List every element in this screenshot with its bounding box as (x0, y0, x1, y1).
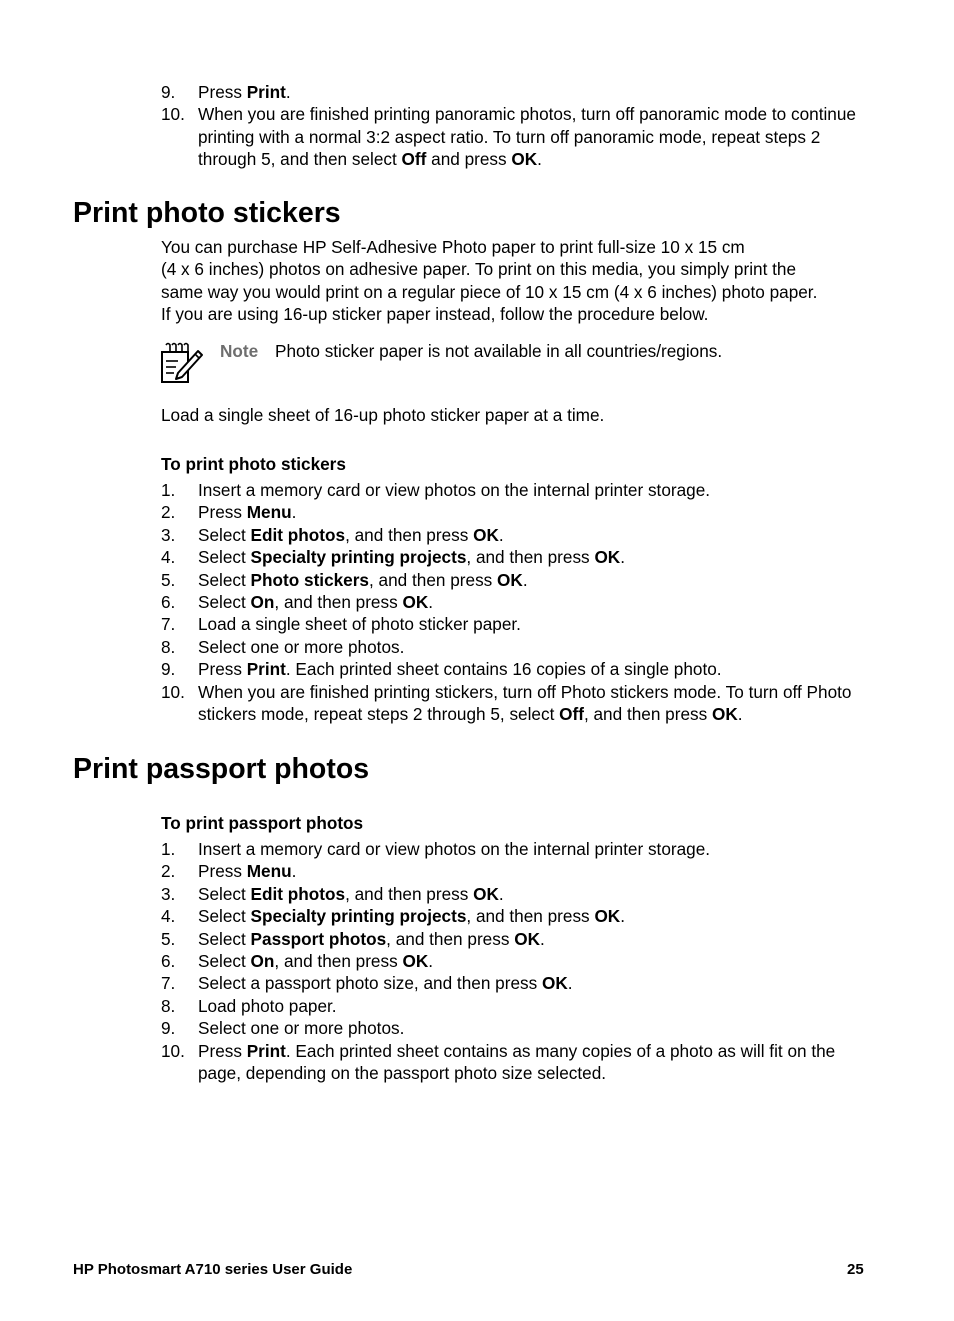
step-text: Select one or more photos. (198, 1018, 405, 1039)
step-text: , and then press (466, 906, 595, 927)
passport-steps-list (161, 838, 881, 1084)
ui-term: Print (246, 82, 286, 102)
step-text: . (428, 951, 434, 972)
step-text: . (537, 149, 542, 170)
step-item (161, 928, 881, 950)
step-text: . (620, 906, 625, 927)
section-heading-stickers: Print photo stickers (73, 197, 341, 229)
step-number: 3. (161, 883, 176, 904)
ui-term: Specialty printing projects (250, 547, 467, 568)
step-text: , and then press (583, 704, 712, 725)
step-number: 2. (161, 502, 176, 523)
sticker-steps-list (161, 479, 881, 725)
step-text: , and then press (345, 524, 474, 545)
step-item (161, 860, 881, 882)
procedure-title-passport: To print passport photos (161, 813, 364, 833)
ui-term: Off (401, 149, 427, 170)
step-item (161, 658, 881, 680)
step-text: Press (198, 1040, 247, 1061)
step-text: . (737, 704, 743, 725)
load-sheet-text: Load a single sheet of 16-up photo sticker paper at a time. (161, 405, 605, 425)
step-item (161, 681, 881, 726)
step-text: Insert a memory card or view photos on the internal printer storage. (198, 480, 711, 500)
step-text: , and then press (466, 547, 595, 568)
step-text: , and then press (274, 592, 403, 613)
step-item (161, 613, 881, 635)
step-item (161, 995, 881, 1017)
step-text: Insert a memory card or view photos on the internal printer storage. (198, 839, 711, 859)
footer-guide-title: HP Photosmart A710 series User Guide (73, 1261, 353, 1278)
step-item (161, 103, 881, 170)
ui-term: OK (497, 569, 523, 590)
procedure-title-stickers: To print photo stickers (161, 454, 346, 474)
step-text: Select (198, 928, 251, 949)
step-item (161, 1017, 881, 1039)
ui-term: OK (473, 883, 499, 904)
ui-term: OK (402, 951, 429, 972)
step-text: . (620, 547, 625, 568)
step-item (161, 950, 881, 972)
step-text: , and then press (345, 883, 474, 904)
step-text: . (428, 592, 434, 613)
step-item (161, 883, 881, 905)
step-text: . (291, 861, 297, 882)
step-text: . (539, 928, 545, 949)
note-text: Photo sticker paper is not available in all countries/regions. (275, 341, 723, 361)
ui-term: On (250, 592, 275, 613)
step-text: Select a passport photo size, and then press (198, 973, 542, 994)
ui-term: OK (511, 149, 538, 170)
step-text: Select (198, 906, 251, 927)
step-item (161, 905, 881, 927)
step-item (161, 636, 881, 658)
step-text: , and then press (386, 928, 515, 949)
step-number: 4. (161, 547, 176, 568)
step-item (161, 81, 881, 103)
ui-term: OK (473, 524, 499, 545)
step-number: 9. (161, 659, 176, 680)
step-text: Load a single sheet of photo sticker paper. (198, 614, 521, 635)
step-number: 2. (161, 861, 176, 882)
step-number: 5. (161, 928, 176, 949)
step-number: 10. (161, 104, 185, 125)
ui-term: Edit photos (250, 524, 346, 545)
step-text: Select (198, 569, 251, 590)
step-text: Select (198, 592, 251, 613)
stickers-intro-paragraph (161, 236, 876, 326)
step-number: 4. (161, 906, 176, 927)
ui-term: Print (246, 1040, 286, 1061)
intro-line: (4 x 6 inches) photos on adhesive paper. To print on this media, you simply print the (161, 259, 797, 280)
step-text: , and then press (274, 951, 403, 972)
step-number: 8. (161, 995, 176, 1016)
step-number: 1. (161, 480, 176, 500)
step-text: . (285, 82, 291, 102)
note-label: Note (220, 341, 259, 361)
ui-term: OK (594, 547, 621, 568)
step-item (161, 546, 881, 568)
step-text: , and then press (369, 569, 498, 590)
ui-term: Menu (246, 502, 292, 523)
ui-term: OK (402, 592, 429, 613)
ui-term: OK (712, 704, 738, 725)
ui-term: OK (514, 928, 540, 949)
step-number: 9. (161, 82, 176, 102)
step-text: Press (198, 659, 247, 680)
note-pad-icon (158, 341, 204, 387)
section-heading-passport: Print passport photos (73, 753, 370, 785)
ui-term: Photo stickers (250, 569, 369, 590)
intro-line: If you are using 16-up sticker paper instead, follow the procedure below. (161, 304, 709, 325)
step-number: 6. (161, 951, 176, 972)
step-text: . (522, 569, 528, 590)
step-text: Press (198, 82, 247, 102)
ui-term: Print (246, 659, 286, 680)
ui-term: Passport photos (250, 928, 387, 949)
step-item (161, 591, 881, 613)
step-text: . (498, 883, 504, 904)
step-text: and press (426, 149, 512, 170)
step-text: . Each printed sheet contains as many copies of a photo as will fit on the page, depending on the passport photo size selected. (198, 1040, 836, 1084)
step-item (161, 524, 881, 546)
step-number: 8. (161, 636, 176, 657)
ui-term: Menu (246, 861, 292, 882)
step-item (161, 972, 881, 994)
step-number: 10. (161, 1040, 185, 1061)
intro-line: You can purchase HP Self-Adhesive Photo paper to print full-size 10 x 15 cm (161, 237, 745, 257)
step-text: Select (198, 883, 251, 904)
step-item (161, 838, 881, 860)
step-text: Load photo paper. (198, 995, 337, 1016)
step-number: 7. (161, 973, 176, 994)
step-text: Select one or more photos. (198, 636, 405, 657)
step-text: Select (198, 547, 251, 568)
step-text: . (291, 502, 297, 523)
step-number: 6. (161, 592, 176, 613)
ui-term: OK (541, 973, 568, 994)
ui-term: OK (594, 906, 621, 927)
step-item (161, 501, 881, 523)
step-text: . Each printed sheet contains 16 copies of a single photo. (285, 659, 722, 680)
ui-term: Edit photos (250, 883, 346, 904)
step-number: 1. (161, 839, 176, 859)
step-text: When you are finished printing panoramic photos, turn off panoramic mode to continue printing with a normal 3:2 aspect ratio. To turn off panoramic mode, repeat steps 2 through 5, and then select (198, 104, 856, 170)
intro-line: same way you would print on a regular piece of 10 x 15 cm (4 x 6 inches) photo paper. (161, 281, 818, 302)
step-text: . (498, 524, 504, 545)
step-text: Press (198, 502, 247, 523)
panoramic-steps-list (161, 81, 881, 171)
step-item (161, 1040, 881, 1085)
step-number: 3. (161, 524, 176, 545)
step-text: Select (198, 524, 251, 545)
step-text: When you are finished printing stickers, turn off Photo stickers mode. To turn off Photo stickers mode, repeat steps 2 through 5, select (198, 681, 852, 725)
ui-term: Off (559, 704, 584, 725)
ui-term: Specialty printing projects (250, 906, 467, 927)
step-item (161, 569, 881, 591)
step-number: 10. (161, 681, 185, 702)
step-item (161, 479, 881, 501)
step-number: 9. (161, 1018, 176, 1039)
step-text: Press (198, 861, 247, 882)
step-text: . (567, 973, 573, 994)
step-number: 7. (161, 614, 176, 635)
step-number: 5. (161, 569, 176, 590)
step-text: Select (198, 951, 251, 972)
ui-term: On (250, 951, 275, 972)
footer-page-number: 25 (847, 1261, 864, 1278)
